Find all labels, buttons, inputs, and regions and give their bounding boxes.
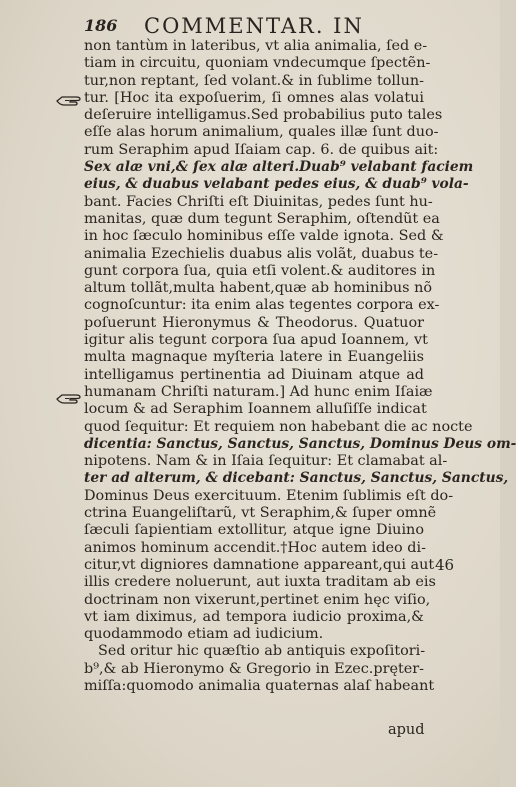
text-line: locum & ad Seraphim Ioannem alluſiſſe indicat	[84, 401, 427, 418]
text-line: Sex alæ vni,& ſex alæ alteri.Duab⁹ velabant faciem	[84, 159, 474, 176]
text-line: Sed oritur hic quæſtio ab antiquis expoſitori-	[98, 643, 426, 660]
text-line: in hoc ſæculo hominibus eſſe valde ignota. Sed &	[84, 228, 444, 245]
pointing-hand-icon	[56, 390, 82, 408]
pointing-hand-icon	[56, 92, 82, 110]
text-line: miſſa:quomodo animalia quaternas alaſ habeant	[84, 677, 435, 694]
text-line: cognoſcuntur: ita enim alas tegentes corpora ex-	[84, 297, 440, 314]
text-line: igitur alis tegunt corpora ſua apud Ioannem, vt	[84, 332, 428, 349]
text-line: intelligamus pertinentia ad Diuinam atque ad	[84, 366, 424, 383]
text-line: doctrinam non vixerunt,pertinet enim hęc viſio,	[84, 591, 431, 608]
text-line: ctrina Euangeliſtarũ, vt Seraphim,& ſuper omnẽ	[84, 505, 437, 522]
text-line: bant. Facies Chriſti eſt Diuinitas, pedes ſunt hu-	[84, 193, 433, 210]
text-line: tur. [Hoc ita expoſuerim, ſi omnes alas volatui	[84, 89, 424, 106]
text-line: eius, & duabus velabant pedes eius, & duab⁹ vola-	[84, 176, 469, 193]
text-line: eſſe alas horum animalium, quales illæ ſunt duo-	[84, 124, 439, 141]
text-line: quodammodo etiam ad iudicium.	[84, 626, 324, 643]
text-line: nipotens. Nam & in Iſaia ſequitur: Et clamabat al-	[84, 453, 448, 470]
page-number: 186	[84, 16, 118, 35]
text-line: citur,vt digniores damnatione appareant,qui aut	[84, 556, 435, 573]
text-line: b⁹,& ab Hieronymo & Gregorio in Ezec.pręter-	[84, 660, 424, 677]
text-line: vt iam diximus, ad tempora iudicio proxima,&	[84, 608, 424, 625]
catchword: apud	[388, 722, 425, 738]
text-line: quod ſequitur: Et requiem non habebant die ac nocte	[84, 418, 473, 435]
text-line: humanam Chriſti naturam.] Ad hunc enim Iſaiæ	[84, 383, 433, 400]
text-line: rum Seraphim apud Iſaiam cap. 6. de quibus ait:	[84, 141, 439, 158]
text-line: ter ad alterum, & dicebant: Sanctus, Sanctus, Sanctus,	[84, 470, 509, 487]
text-line: gunt corpora ſua, quia etſi volent.& auditores in	[84, 262, 436, 279]
text-line: tiam in circuitu, quoniam vndecumque ſpectẽn-	[84, 55, 431, 72]
text-line: Dominus Deus exercituum. Etenim ſublimis eſt do-	[84, 487, 454, 504]
page-header	[84, 6, 414, 36]
running-head: COMMENTAR. IN	[144, 14, 364, 38]
text-line: altum tollãt,multa habent,quæ ab hominibus nõ	[84, 280, 433, 297]
text-line: tur,non reptant, ſed volant.& in ſublime tollun-	[84, 72, 424, 89]
text-line: dicentia: Sanctus, Sanctus, Sanctus, Dominus Deus om-	[84, 435, 516, 452]
text-line: poſuerunt Hieronymus & Theodorus. Quatuor	[84, 314, 424, 331]
text-line: non tantùm in lateribus, vt alia animalia, ſed e-	[84, 38, 428, 54]
text-line: manitas, quæ dum tegunt Seraphim, oſtendũt ea	[84, 210, 440, 227]
text-line: illis credere noluerunt, aut iuxta traditam ab eis	[84, 574, 436, 591]
text-line: ſæculi ſapientiam extollitur, atque igne Diuino	[84, 522, 424, 539]
text-line: deſeruire intelligamus.Sed probabilius puto tales	[84, 107, 443, 124]
marginal-number: 46	[435, 556, 455, 574]
text-line: animalia Ezechielis duabus alis volãt, duabus te-	[84, 245, 439, 262]
text-line: animos hominum accendit.†Hoc autem ideo di-	[84, 539, 426, 556]
text-line: multa magnaque myſteria latere in Euangeliis	[84, 349, 424, 366]
